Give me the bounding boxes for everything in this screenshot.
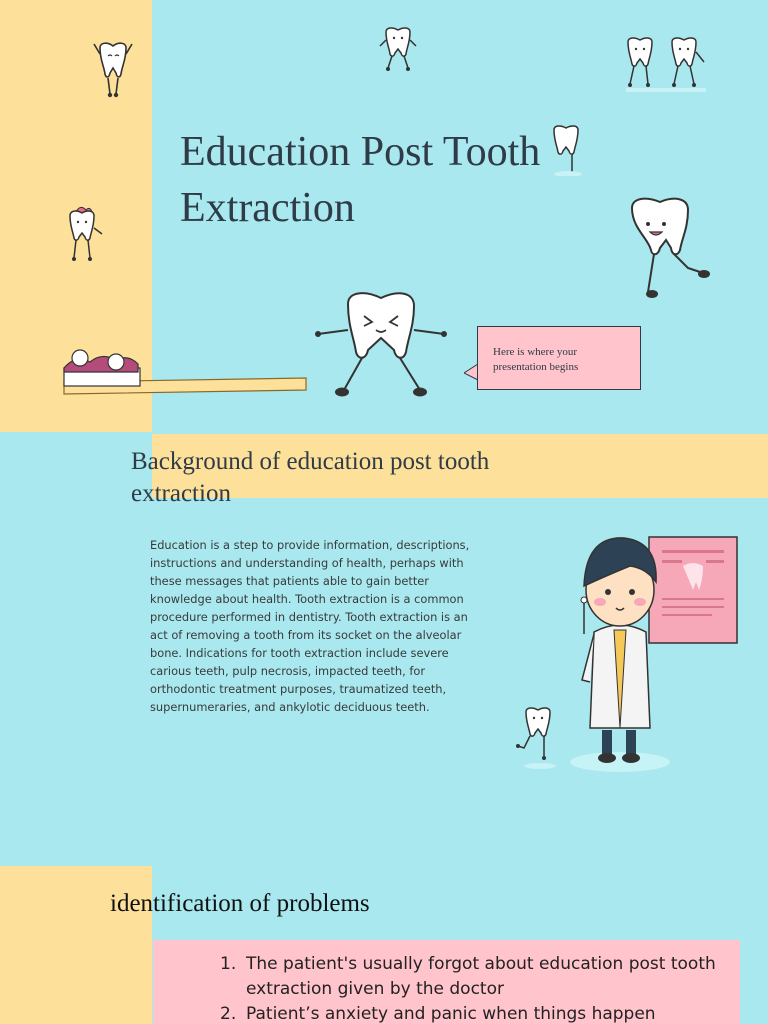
speech-bubble: Here is where your presentation begins — [477, 326, 641, 390]
list-number: 2. — [220, 1004, 237, 1024]
list-text: Patient’s anxiety and panic when things happen — [246, 1004, 656, 1024]
list-item — [220, 1002, 720, 1024]
toothbrush-icon — [60, 348, 310, 400]
problems-heading: identification of problems — [110, 890, 370, 917]
presentation-title: Education Post Tooth Extraction — [180, 129, 541, 231]
big-tooth-icon — [314, 290, 448, 404]
background-heading: Background of education post tooth extraction — [131, 448, 490, 507]
list-item — [220, 952, 720, 1002]
running-tooth-icon — [626, 196, 712, 304]
problems-list — [220, 952, 720, 1024]
background-paragraph: Education is a step to provide information, descriptions, instructions and understanding of health, perhaps with these messages that patients able to gain better knowledge about health. Tooth extraction is a common procedure performed in dentistry. Tooth extraction is an act of removing a tooth from its socket on the alveolar bone. Indications for tooth extraction include severe carious teeth, pulp necrosis, impacted teeth, for orthodontic treatment purposes, traumatized teeth, supernumeraries, and ankylotic deciduous teeth. — [150, 538, 470, 714]
dancing-tooth-icon — [92, 40, 134, 98]
list-text: The patient's usually forgot about education post tooth extraction given by the doctor — [246, 954, 716, 999]
title-slide — [0, 0, 768, 432]
background-slide — [0, 434, 768, 866]
pink-hair-tooth-icon — [62, 204, 108, 264]
tooth-pair-icon — [622, 36, 710, 92]
small-tooth-icon — [514, 706, 560, 770]
dentist-icon — [568, 530, 672, 776]
problems-slide — [0, 866, 768, 1024]
walking-tooth-icon — [378, 26, 418, 72]
list-number: 1. — [220, 954, 237, 974]
